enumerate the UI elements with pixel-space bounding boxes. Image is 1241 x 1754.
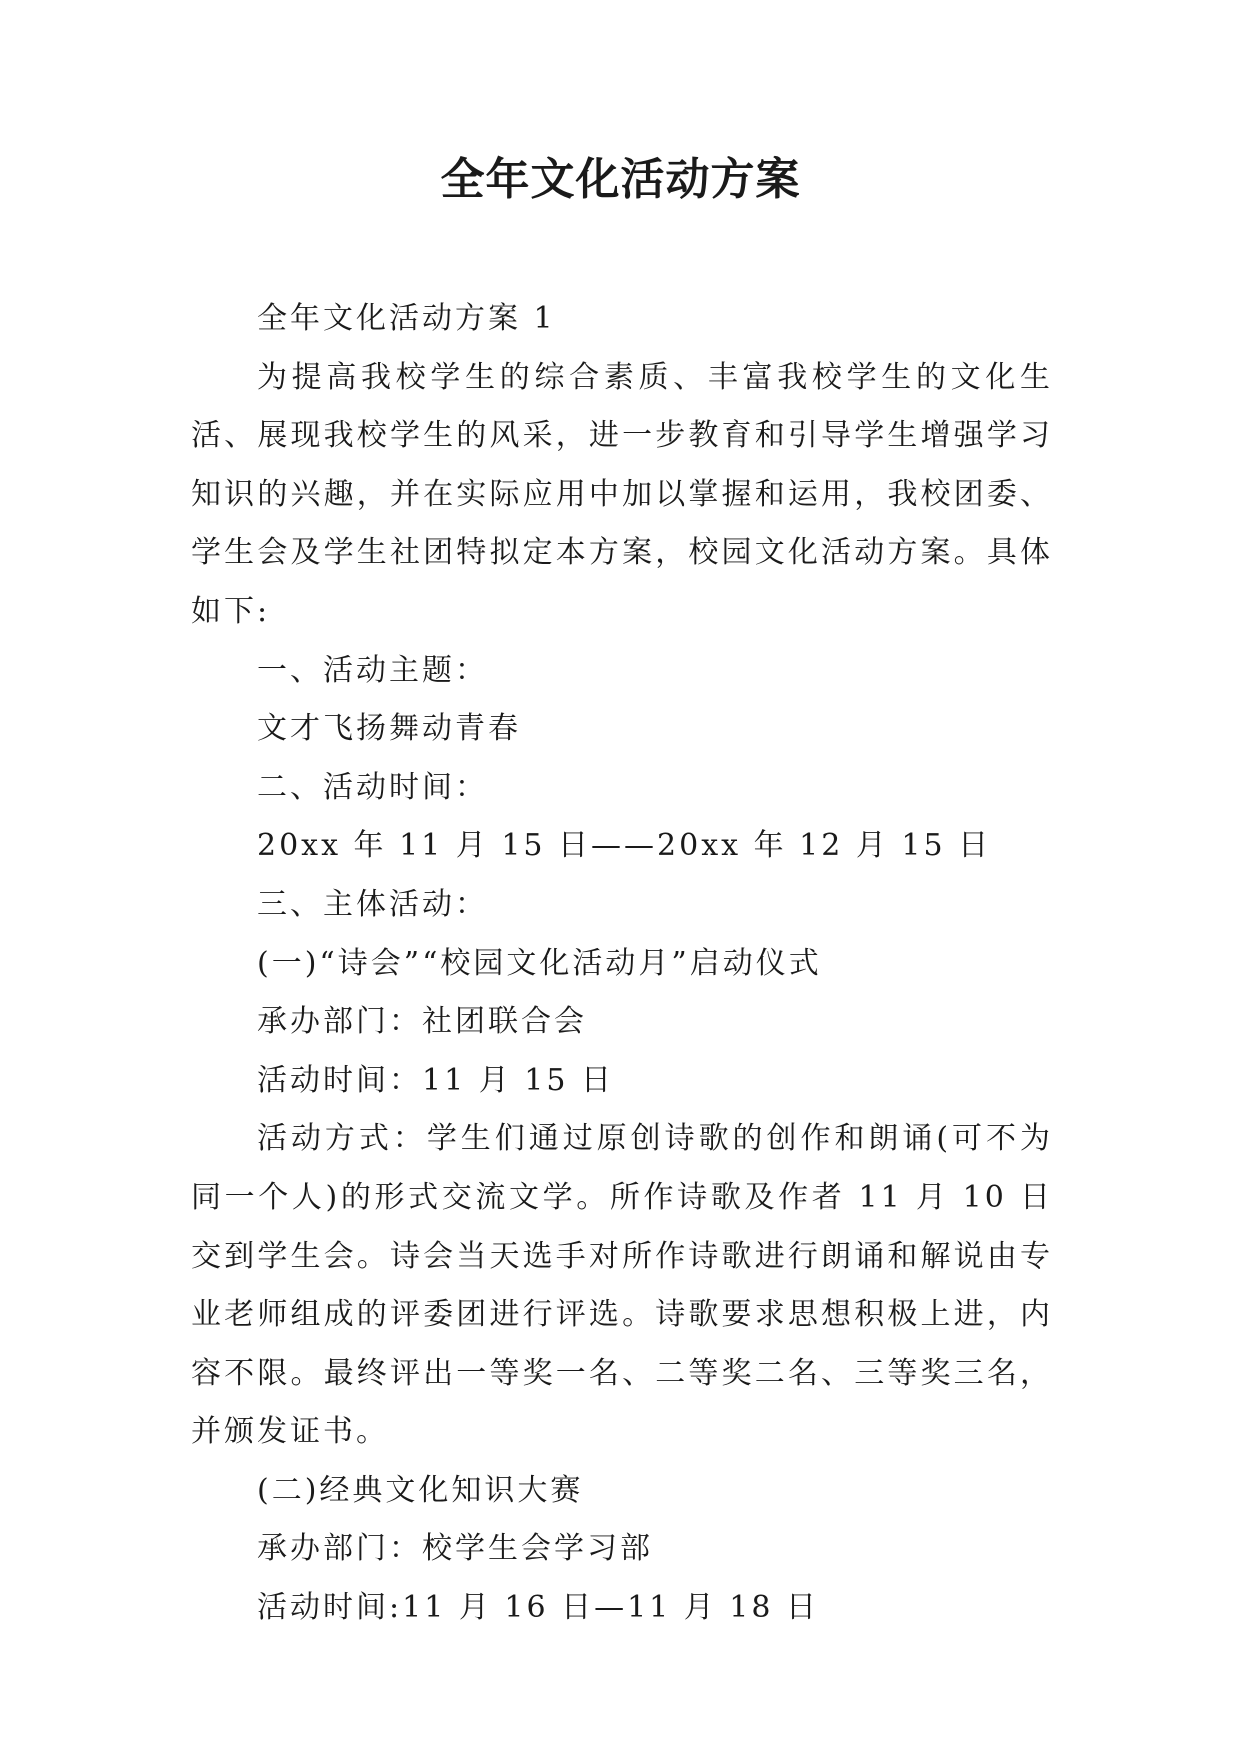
paragraph-organizer-1: 承办部门：社团联合会 (257, 1004, 587, 1040)
section-heading-time: 二、活动时间： (257, 769, 488, 805)
paragraph-theme: 文才飞扬舞动青春 (257, 711, 521, 747)
paragraph-intro: 为提高我校学生的综合素质、丰富我校学生的文化生活、展现我校学生的风采，进一步教育和引导学生增强学习知识的兴趣，并在实际应用中加以掌握和运用，我校团委、学生会及学生社团特拟定本方案，校园文化活动方案。具体如下: (191, 359, 1053, 629)
paragraph-time: 20xx 年 11 月 15 日——20xx 年 12 月 15 日 (257, 828, 992, 864)
section-heading-activities: 三、主体活动： (257, 886, 488, 922)
document-title: 全年文化活动方案 (440, 154, 801, 205)
document-body (191, 290, 1053, 1638)
paragraph-heading: 全年文化活动方案 1 (257, 301, 556, 336)
subheading-activity-2: (二)经典文化知识大赛 (257, 1472, 584, 1508)
section-heading-theme: 一、活动主题： (257, 652, 488, 688)
subheading-activity-1: (一)“诗会”“校园文化活动月”启动仪式 (257, 945, 822, 981)
paragraph-organizer-2: 承办部门：校学生会学习部 (257, 1531, 653, 1567)
paragraph-date-1: 活动时间：11 月 15 日 (257, 1062, 614, 1098)
paragraph-method-1: 活动方式：学生们通过原创诗歌的创作和朗诵(可不为同一个人)的形式交流文学。所作诗歌及作者 11 月 10 日交到学生会。诗会当天选手对所作诗歌进行朗诵和解说由专业老师组成的评委团进行评选。诗歌要求思想积极上进，内容不限。最终评出一等奖一名、二等奖二名、三等奖三名，并颁发证书。 (191, 1121, 1053, 1450)
paragraph-date-2: 活动时间:11 月 16 日—11 月 18 日 (257, 1590, 820, 1626)
